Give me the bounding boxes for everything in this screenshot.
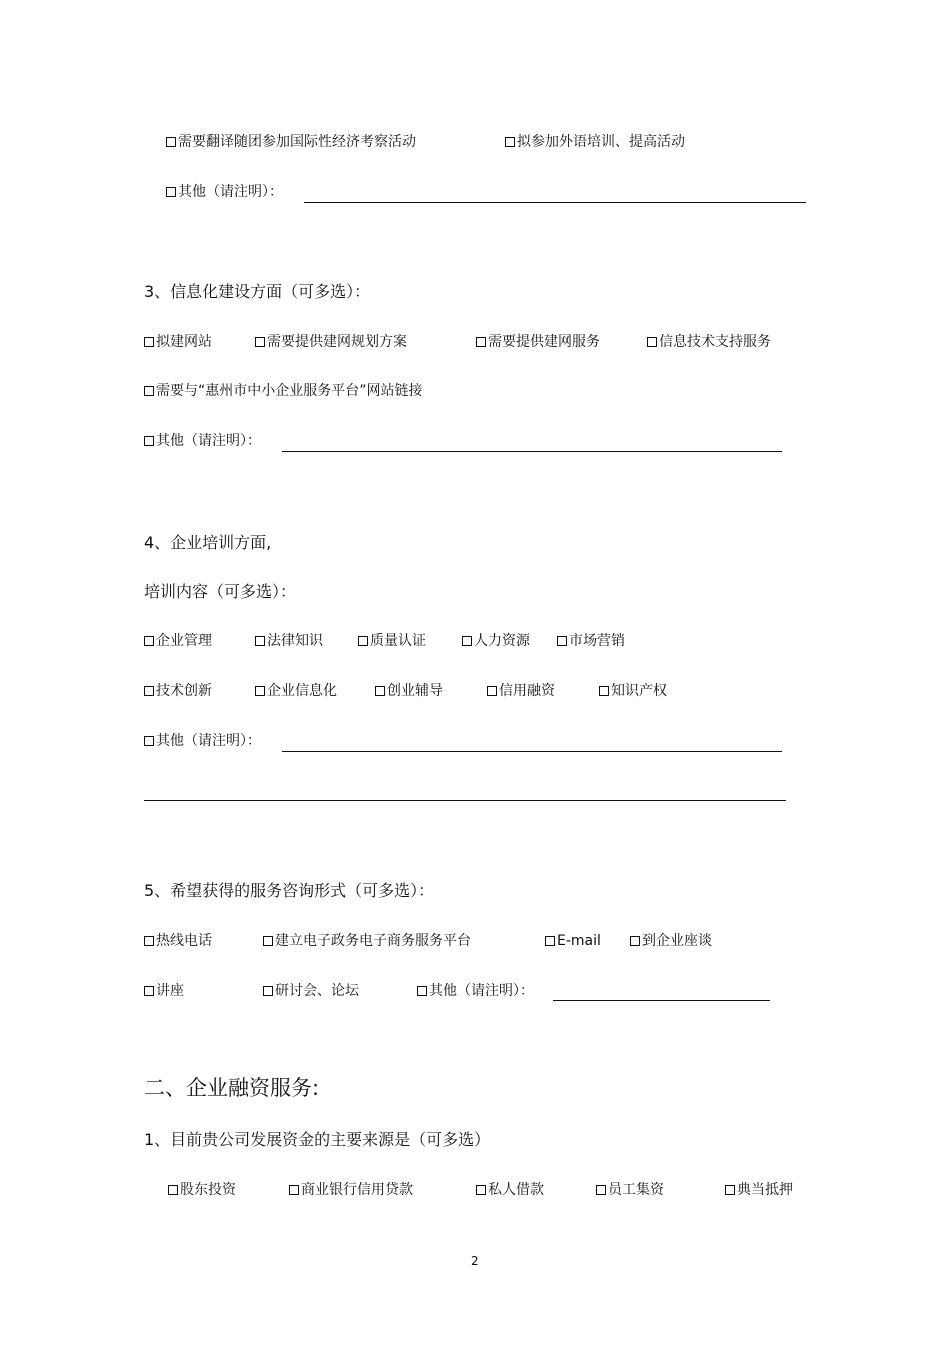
other-fill-line-s3[interactable]: [282, 451, 782, 452]
checkbox-hotline[interactable]: 热线电话: [144, 934, 212, 948]
other-fill-line-top[interactable]: [304, 202, 806, 203]
part-2-question-1: 1、目前贵公司发展资金的主要来源是（可多选）: [144, 1130, 491, 1149]
checkbox-icon: [255, 686, 265, 696]
checkbox-law[interactable]: 法律知识: [255, 634, 323, 648]
other-fill-line-s5[interactable]: [553, 1000, 770, 1001]
checkbox-other-top[interactable]: 其他（请注明）：: [166, 185, 283, 199]
checkbox-icon: [599, 686, 609, 696]
checkbox-quality[interactable]: 质量认证: [358, 634, 426, 648]
checkbox-startup[interactable]: 创业辅导: [375, 684, 443, 698]
checkbox-build-website[interactable]: 拟建网站: [144, 335, 212, 349]
checkbox-it-support[interactable]: 信息技术支持服务: [647, 335, 771, 349]
other-fill-line-s4-extra[interactable]: [144, 800, 786, 801]
checkbox-innovation[interactable]: 技术创新: [144, 684, 212, 698]
checkbox-icon: [263, 986, 273, 996]
checkbox-icon: [487, 686, 497, 696]
checkbox-icon: [476, 337, 486, 347]
checkbox-other-s3[interactable]: 其他（请注明）：: [144, 434, 261, 448]
checkbox-website-service[interactable]: 需要提供建网服务: [476, 335, 600, 349]
checkbox-translate-delegation[interactable]: 需要翻译随团参加国际性经济考察活动: [166, 135, 416, 149]
checkbox-e-platform[interactable]: 建立电子政务电子商务服务平台: [263, 934, 471, 948]
checkbox-icon: [255, 636, 265, 646]
checkbox-icon: [144, 636, 154, 646]
checkbox-foreign-language-training[interactable]: 拟参加外语培训、提高活动: [505, 135, 685, 149]
checkbox-icon: [144, 736, 154, 746]
checkbox-icon: [505, 137, 515, 147]
checkbox-shareholder[interactable]: 股东投资: [168, 1183, 236, 1197]
checkbox-icon: [630, 936, 640, 946]
checkbox-icon: [476, 1185, 486, 1195]
checkbox-icon: [144, 436, 154, 446]
checkbox-other-s4[interactable]: 其他（请注明）：: [144, 734, 261, 748]
checkbox-credit-finance[interactable]: 信用融资: [487, 684, 555, 698]
section-4-subheading: 培训内容（可多选）：: [144, 582, 297, 601]
checkbox-marketing[interactable]: 市场营销: [557, 634, 625, 648]
checkbox-pawn[interactable]: 典当抵押: [725, 1183, 793, 1197]
checkbox-icon: [725, 1185, 735, 1195]
checkbox-icon: [462, 636, 472, 646]
section-4-heading: 4、企业培训方面,: [144, 533, 272, 552]
checkbox-icon: [144, 337, 154, 347]
checkbox-icon: [255, 337, 265, 347]
checkbox-icon: [417, 986, 427, 996]
page-number: 2: [471, 1254, 479, 1268]
checkbox-icon: [144, 686, 154, 696]
checkbox-website-plan[interactable]: 需要提供建网规划方案: [255, 335, 407, 349]
checkbox-icon: [557, 636, 567, 646]
checkbox-icon: [263, 936, 273, 946]
checkbox-icon: [596, 1185, 606, 1195]
checkbox-employee-fund[interactable]: 员工集资: [596, 1183, 664, 1197]
checkbox-icon: [166, 187, 176, 197]
checkbox-icon: [144, 986, 154, 996]
checkbox-icon: [168, 1185, 178, 1195]
checkbox-icon: [144, 386, 154, 396]
checkbox-icon: [375, 686, 385, 696]
checkbox-lecture[interactable]: 讲座: [144, 984, 184, 998]
checkbox-private-loan[interactable]: 私人借款: [476, 1183, 544, 1197]
checkbox-icon: [545, 936, 555, 946]
checkbox-ip[interactable]: 知识产权: [599, 684, 667, 698]
checkbox-icon: [144, 936, 154, 946]
checkbox-other-s5[interactable]: 其他（请注明）：: [417, 984, 534, 998]
checkbox-icon: [166, 137, 176, 147]
part-2-title: 二、企业融资服务:: [144, 1076, 320, 1100]
checkbox-seminar[interactable]: 研讨会、论坛: [263, 984, 359, 998]
section-3-heading: 3、信息化建设方面（可多选）：: [144, 282, 371, 301]
checkbox-icon: [289, 1185, 299, 1195]
checkbox-hr[interactable]: 人力资源: [462, 634, 530, 648]
checkbox-email[interactable]: E-mail: [545, 934, 601, 948]
checkbox-platform-link[interactable]: 需要与“惠州市中小企业服务平台”网站链接: [144, 384, 423, 398]
checkbox-bank-loan[interactable]: 商业银行信用贷款: [289, 1183, 413, 1197]
checkbox-onsite-meeting[interactable]: 到企业座谈: [630, 934, 712, 948]
section-5-heading: 5、希望获得的服务咨询形式（可多选）：: [144, 881, 435, 900]
checkbox-management[interactable]: 企业管理: [144, 634, 212, 648]
checkbox-informatization[interactable]: 企业信息化: [255, 684, 337, 698]
checkbox-icon: [647, 337, 657, 347]
other-fill-line-s4[interactable]: [282, 751, 782, 752]
checkbox-icon: [358, 636, 368, 646]
